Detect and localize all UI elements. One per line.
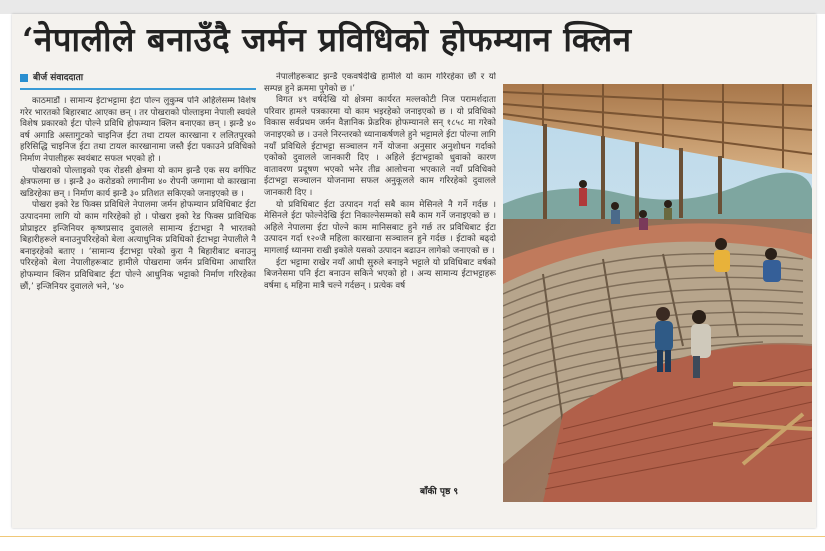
byline-square-icon: [20, 74, 28, 82]
bottom-rule: [0, 536, 825, 537]
paragraph: विगत ४९ वर्षदेखि यो क्षेत्रमा कार्यरत मल्लकोटी निज परामर्शदाता परिवार हामले पत्रकारमा यो काम भइरहेको जनाइएको छ । यो प्रविधिको विकास सर्वप्रथम जर्मन वैज्ञानिक फ्रेडरिक होफम्यानले सन् १८५८ मा गरेको जनाइएको छ । उनले निरन्तरको ध्यानाकर्षणले हुने भट्टामले ईटा पोल्ना लागि नयाँ प्रविधिले ईटाभट्टा सञ्चालन गर्ने योजना अनुसार अनुशोधन गर्दाको एकोको दुवालले जानकारी दिए । अहिले ईटाभट्टाको धुवाको कारण वातावरण प्रदूषण भएको भनेर तीव्र आलोचना भएकाले नयाँ प्रविधिको ईटाभट्टा सञ्चालन योजनामा सफल अनुकूलले काम गरिरहेको दुवालले जानकारी दिए ।: [264, 95, 496, 198]
bottom-strip: [0, 530, 825, 551]
article-headline: ‘नेपालीले बनाउँदै जर्मन प्रविधिको होफम्यान क्लिन: [22, 20, 632, 59]
top-strip: [0, 0, 825, 14]
byline: [20, 70, 256, 96]
article-photo: [503, 84, 812, 502]
continued-label: बाँकी पृष्ठ ९: [420, 487, 459, 497]
byline-text: बीर्ज संवाददाता: [33, 73, 84, 83]
paragraph: यो प्रविधिबाट ईटा उत्पादन गर्दा सबै काम मेसिनले नै गर्ने गर्दछ । मेसिनले ईटा फोल्नेदेखि ईटा निकाल्नेसम्मको सबै काम गर्ने जनाइएको छ । अहिले नेपालमा ईटा पोल्ने काम मानिसबाट हुने गर्छ तर प्रविधिबाट ईटा उत्पादन गर्दा १२०जै महिला कारखाना सञ्चालन हुने गर्दछ । ईटाको बढ्दो मागलाई ध्यानमा राखी इकोले यसको उत्पादन बढाउन लागेको जनाएको छ ।: [264, 199, 496, 256]
article-column-2: [264, 72, 496, 488]
byline-rule: [20, 88, 256, 90]
paragraph: नेपालीहरूबाट झन्डै एकवर्षदेखि हामीले यो काम गरिरहेका छौं र यो सम्पन्न हुने क्रममा पुगेको छ ।’: [264, 72, 496, 94]
paragraph: पोखरा इको रेड फिक्स प्रविधिले नेपालमा जर्मन होफम्यान प्रविधिबाट ईटा उत्पादनमा लागि यो काम गरिरहेको हो । पोखरा इको रेड फिक्स प्राविधिक प्रोप्राइटर इन्जिनियर कृष्णप्रसाद दुवालले सामान्य ईटाभट्टा नै भारतको बिहारीहरूले बनाउनुपरिरहेको बेला अत्याधुनिक प्रविधिको ईटाभट्टा नेपालीले नै बनाइरहेको बताए । ‘सामान्य ईटाभट्टा परेको कुरा नै बिहारीबाट बनाउनु परिरहेको बेला नेपालीहरूबाट हामीले पोखरामा जर्मन प्रविधिमा आधारित होफम्यान क्लिन प्रविधिबाट ईटा पोल्ने आधुनिक भट्टाको निर्माण गरिरहेका छौं,’ इन्जिनियर दुवालले भने, ‘४०: [20, 200, 256, 292]
paragraph: ईटा भट्टामा राखेर नयाँ आधी सुरुले बनाइने भट्टाले यो प्रविधिबाट वर्षको बिजनेसमा पनि ईटा बनाउन सकिने भएको हो । अन्य सामान्य ईटाभट्टाहरू वर्षमा ६ महिना मात्रै चल्ने गर्दछन् । प्रत्येक वर्ष: [264, 257, 496, 291]
paragraph: काठमाडौं । सामान्य ईटाभट्टामा ईटा पोल्न लुकुम्ब पनि अहिलेसम्म विशेष गरेर भारतको बिहारबाट आएका छन् । तर पोखराको पोल्ताइमा नेपाली स्वयंले विशेष प्रकारको ईटा पोल्ने प्रविधि होफम्यान क्लिन बनाएका छन् । झन्डै ४० वर्ष अगाडि अस्तागुटको चाइनिज ईटा तथा टायल कारखाना र ललितपुरको हरिसिद्धि चाइनिज ईटा तथा टायल कारखानामा जस्तै ईटा पकाउने प्रविधिको निर्माण नेपालीहरू स्वयंबाट सफल भएको हो ।: [20, 96, 256, 164]
kiln-construction-photo: [503, 84, 812, 502]
paragraph: पोखराको पोल्ताइको एक रोडसी क्षेत्रमा यो काम झन्डै एक सय वर्गफिट क्षेत्रफलमा छ । झन्डै ३० करोडको लगानीमा ४० रोपनी जग्गामा यो कारखाना खडिरहेका छन् । निर्माण कार्य झन्डै ३० प्रतिशत सकिएको जनाइएको छ ।: [20, 165, 256, 199]
article-column-1: [20, 96, 256, 508]
